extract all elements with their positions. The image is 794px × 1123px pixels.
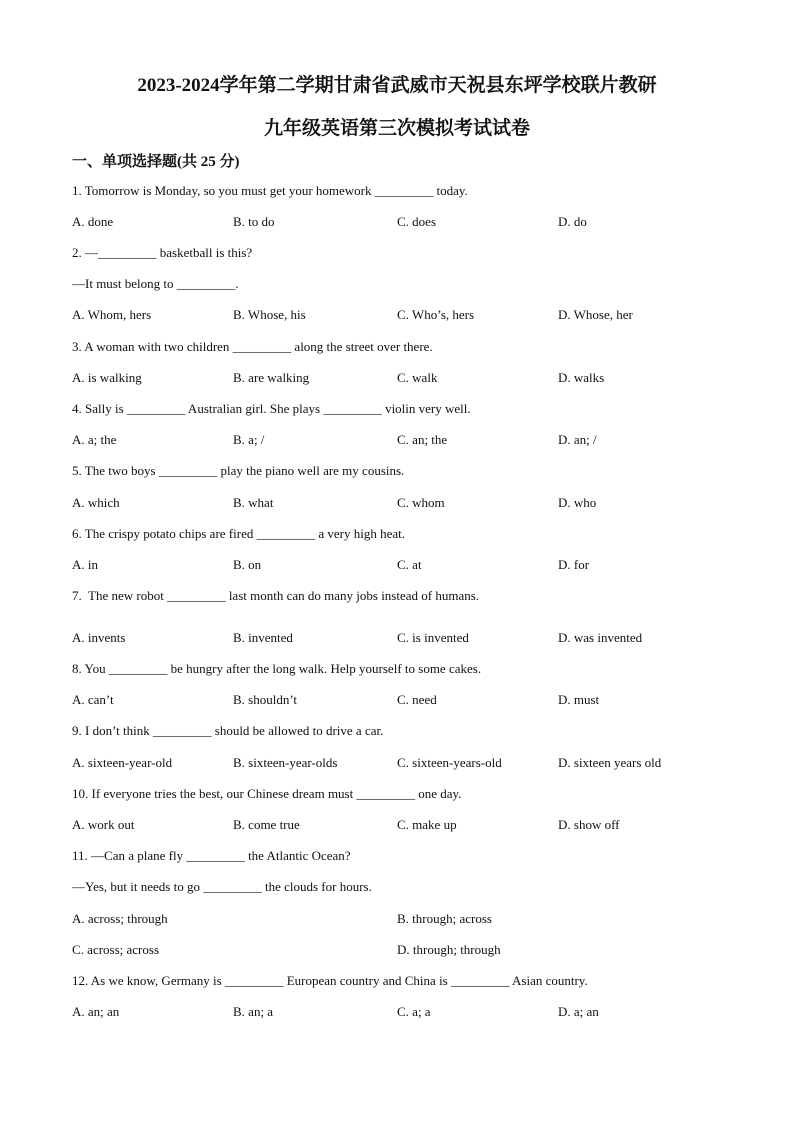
question-2-stem-reply: —It must belong to _________. (72, 276, 239, 291)
question-12-stem: 12. As we know, Germany is _________ European country and China is _________ Asian country. (72, 973, 588, 988)
option-b: B. invented (233, 630, 293, 645)
question-5-stem: 5. The two boys _________ play the piano well are my cousins. (72, 463, 405, 478)
option-c: C. make up (397, 817, 457, 832)
option-a: A. which (72, 495, 120, 510)
option-d: D. was invented (558, 630, 643, 645)
option-c: C. whom (397, 495, 445, 510)
option-b: B. come true (233, 817, 300, 832)
option-a: A. work out (72, 817, 135, 832)
option-b: B. sixteen-year-olds (233, 755, 338, 770)
option-b: B. an; a (233, 1004, 274, 1019)
option-a: A. Whom, hers (72, 307, 152, 322)
exam-title-line-2: 九年级英语第三次模拟考试试卷 (263, 118, 530, 139)
option-d: D. walks (558, 370, 605, 385)
option-c: C. Who’s, hers (397, 307, 475, 322)
option-c: C. walk (397, 370, 438, 385)
option-b: B. to do (233, 214, 275, 229)
option-d: D. sixteen years old (558, 755, 662, 770)
option-c: C. across; across (72, 942, 160, 957)
option-c: C. need (397, 692, 437, 707)
question-9-options (72, 755, 722, 775)
option-a: A. invents (72, 630, 126, 645)
option-d: D. show off (558, 817, 620, 832)
option-b: B. Whose, his (233, 307, 306, 322)
question-11-stem-reply: —Yes, but it needs to go _________ the clouds for hours. (72, 879, 372, 894)
option-d: D. who (558, 495, 597, 510)
option-b: B. what (233, 495, 274, 510)
option-a: A. across; through (72, 911, 168, 926)
option-a: A. is walking (72, 370, 142, 385)
option-a: A. done (72, 214, 114, 229)
question-10-options (72, 817, 722, 837)
question-4-stem: 4. Sally is _________ Australian girl. She plays _________ violin very well. (72, 401, 471, 416)
question-11-stem: 11. —Can a plane fly _________ the Atlantic Ocean? (72, 848, 351, 863)
option-b: B. shouldn’t (233, 692, 298, 707)
option-b: B. through; across (397, 911, 492, 926)
question-11-options-row-2 (72, 942, 722, 962)
option-c: C. a; a (397, 1004, 431, 1019)
option-b: B. a; / (233, 432, 265, 447)
question-3-stem: 3. A woman with two children _________ along the street over there. (72, 339, 433, 354)
question-8-options (72, 692, 722, 712)
question-7-options (72, 630, 722, 650)
option-d: D. Whose, her (558, 307, 633, 322)
question-6-stem: 6. The crispy potato chips are fired _________ a very high heat. (72, 526, 405, 541)
option-c: C. sixteen-years-old (397, 755, 502, 770)
option-a: A. in (72, 557, 98, 572)
question-1-stem: 1. Tomorrow is Monday, so you must get your homework _________ today. (72, 183, 468, 198)
exam-title-line-1: 2023-2024学年第二学期甘肃省武威市天祝县东坪学校联片教研 (137, 75, 657, 96)
question-1-options (72, 214, 722, 234)
question-3-options (72, 370, 722, 390)
question-2-options (72, 307, 722, 327)
option-a: A. an; an (72, 1004, 120, 1019)
option-c: C. at (397, 557, 422, 572)
option-a: A. sixteen-year-old (72, 755, 173, 770)
option-b: B. on (233, 557, 262, 572)
question-2-stem: 2. —_________ basketball is this? (72, 245, 253, 260)
option-d: D. do (558, 214, 587, 229)
option-c: C. does (397, 214, 436, 229)
option-d: D. through; through (397, 942, 501, 957)
question-10-stem: 10. If everyone tries the best, our Chinese dream must _________ one day. (72, 786, 462, 801)
question-11-options-row-1 (72, 911, 722, 931)
section-heading: 一、单项选择题(共 25 分) (72, 154, 240, 170)
option-d: D. a; an (558, 1004, 599, 1019)
option-d: D. for (558, 557, 590, 572)
option-b: B. are walking (233, 370, 310, 385)
option-a: A. can’t (72, 692, 114, 707)
question-8-stem: 8. You _________ be hungry after the long walk. Help yourself to some cakes. (72, 661, 482, 676)
option-d: D. must (558, 692, 600, 707)
option-a: A. a; the (72, 432, 117, 447)
question-4-options (72, 432, 722, 452)
question-6-options (72, 557, 722, 577)
question-5-options (72, 495, 722, 515)
option-c: C. is invented (397, 630, 469, 645)
option-c: C. an; the (397, 432, 448, 447)
option-d: D. an; / (558, 432, 597, 447)
question-7-stem: 7. The new robot _________ last month can do many jobs instead of humans. (72, 588, 480, 603)
question-9-stem: 9. I don’t think _________ should be allowed to drive a car. (72, 723, 384, 738)
question-12-options (72, 1004, 722, 1024)
